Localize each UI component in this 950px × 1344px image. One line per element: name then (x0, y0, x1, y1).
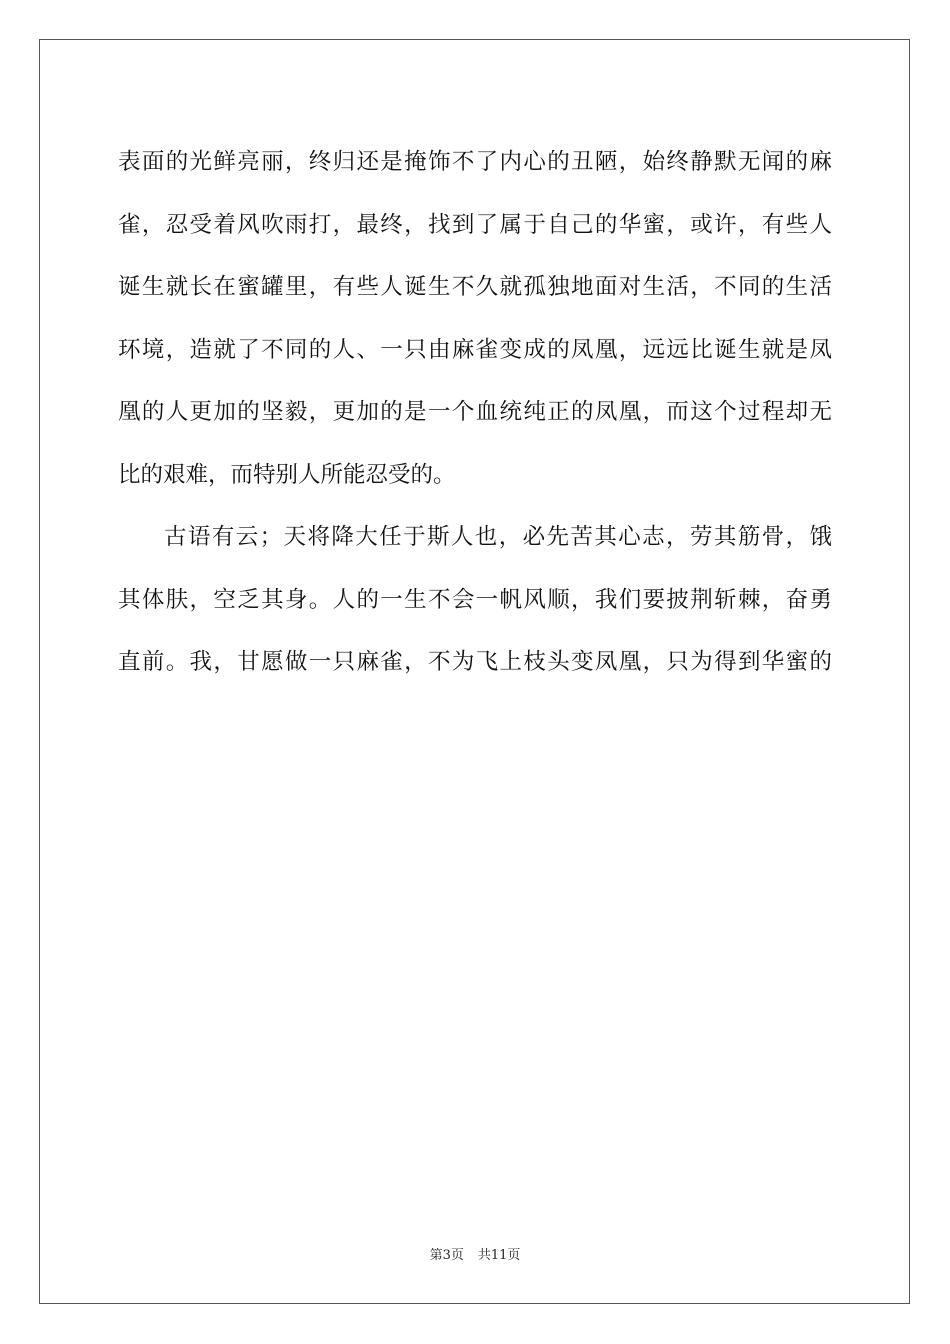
paragraph-2-line-1: 古语有云；天将降大任于斯人也，必先苦其心志，劳其筋骨，饿 (164, 524, 832, 550)
paragraph-1-line-2: 雀，忍受着风吹雨打，最终，找到了属于自己的华蜜，或许，有些人 (118, 211, 832, 238)
page-number: 第3页 (429, 1248, 464, 1263)
total-pages: 共11页 (477, 1248, 521, 1263)
paragraph-2-line-2: 其体肤，空乏其身。人的一生不会一帆风顺，我们要披荆斩棘，奋勇 (118, 586, 832, 613)
paragraph-2-line-3: 直前。我，甘愿做一只麻雀，不为飞上枝头变凤凰，只为得到华蜜的 (118, 649, 832, 675)
paragraph-1-line-4: 环境，造就了不同的人、一只由麻雀变成的凤凰，远远比诞生就是凤 (118, 336, 832, 363)
page-footer (0, 1248, 950, 1264)
document-body (118, 131, 832, 694)
paragraph-1-line-5: 凰的人更加的坚毅，更加的是一个血统纯正的凤凰，而这个过程却无 (118, 399, 832, 425)
paragraph-1-line-1: 表面的光鲜亮丽，终归还是掩饰不了内心的丑陋，始终静默无闻的麻 (118, 149, 832, 175)
paragraph-1-line-6: 比的艰难，而特别人所能忍受的。 (118, 461, 456, 488)
paragraph-1-line-3: 诞生就长在蜜罐里，有些人诞生不久就孤独地面对生活，不同的生活 (118, 274, 832, 300)
